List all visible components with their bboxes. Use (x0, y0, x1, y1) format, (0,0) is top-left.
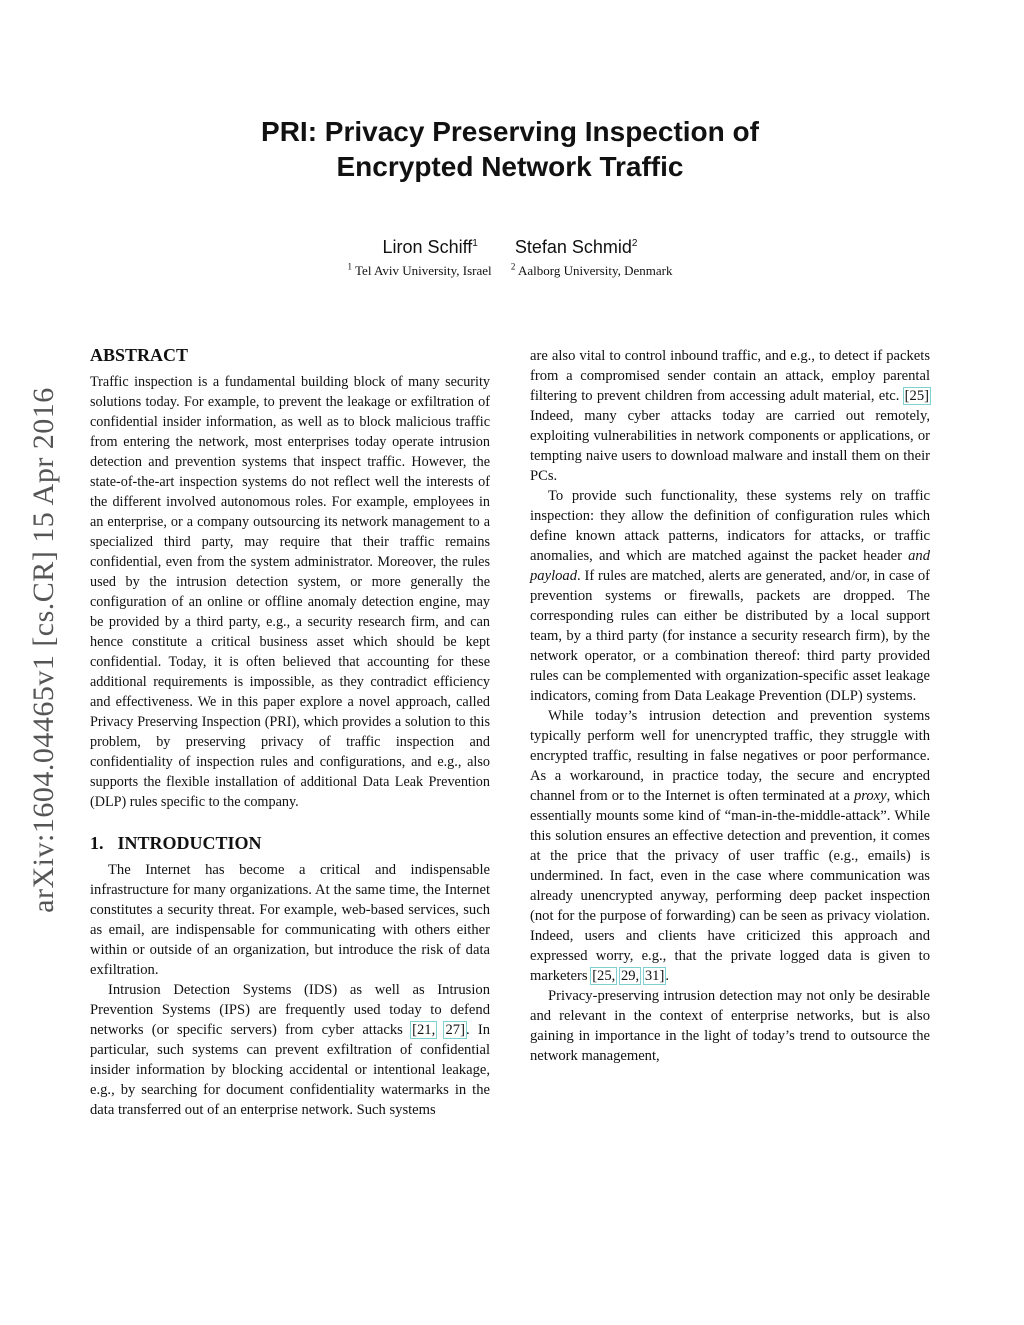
intro-paragraph-3 (530, 346, 930, 486)
intro-paragraph-6: Privacy-preserving intrusion detection may not only be desirable and relevant in the context of enterprise networks, but is also gaining in importance in the light of today’s trend to outsource the network management, (530, 988, 930, 1064)
citation-25b[interactable]: [25, (592, 968, 616, 984)
affiliation-1-text: Tel Aviv University, Israel (355, 263, 492, 279)
intro-paragraph-4-text-a: To provide such functionality, these systems rely on traffic inspection: they allow the definition of configuration rules which define known attack patterns, indicators for attacks, or traffic anomalies, and which are matched against the packet header (530, 488, 930, 564)
intro-paragraph-2 (90, 980, 490, 1120)
intro-paragraph-4-text-b: . If rules are matched, alerts are generated, and/or, in case of prevention systems or firewalls, packets are dropped. The corresponding rules can either be distributed by a local support team, by a third party (for instance a security research firm), by the network operator, or a combination thereof: third party provided rules can be complemented with organization-specific asset leakage indicators, coming from Data Leakage Prevention (DLP) systems. (530, 568, 930, 704)
intro-paragraph-4 (530, 486, 930, 706)
abstract-heading: ABSTRACT (90, 345, 189, 365)
abstract-text: Traffic inspection is a fundamental building block of many security solutions today. For example, to prevent the leakage or exfiltration of confidential insider information, as well as to block malicious traffic from entering the network, most enterprises today operate intrusion detection and prevention systems that inspect traffic. However, the state-of-the-art inspection systems do not reflect well the interests of the different involved autonomous roles. For example, employees in an enterprise, or a company outsourcing its network management to a specialized third party, may require that their traffic remains confidential, even from the system administrator. Moreover, the rules used by the intrusion detection system, or more generally the configuration of an online or offline anomaly detection engine, may be provided by a third party, e.g., a security research firm, and can hence constitute a critical business asset which should be kept confidential. Today, it is often believed that accounting for these additional requirements is impossible, as they contradict efficiency and effectiveness. We in this paper explore a novel approach, called Privacy Preserving Inspection (PRI), which provides a solution to this problem, by preserving privacy of traffic inspection and confidentiality of inspection rules and configurations, and e.g., also supports the flexible installation of additional Data Leak Prevention (DLP) rules specific to the company. (90, 374, 490, 810)
intro-paragraph-2-text-a: Intrusion Detection Systems (IDS) as well as Intrusion Prevention Systems (IPS) are frequently used today to defend networks (or specific servers) from cyber attacks (90, 982, 490, 1038)
arxiv-identifier: arXiv:1604.04465v1 [cs.CR] 15 Apr 2016 (27, 387, 60, 913)
intro-paragraph-1: The Internet has become a critical and indispensable infrastructure for many organizations. At the same time, the Internet constitutes a security threat. For example, web-based services, such as email, are indispensable for communicating with others either within or outside of an organization, but introduce the risk of data exfiltration. (90, 862, 490, 978)
intro-paragraph-2-text-b: . In particular, such systems can prevent exfiltration of confidential insider information by blocking accidental or intentional leakage, e.g., by searching for document confidentiality watermarks in the data transferred out of an enterprise network. Such systems (90, 1022, 490, 1118)
intro-paragraph-3-text-a: are also vital to control inbound traffic, and e.g., to detect if packets from a compromised sender contain an attack, employ parental filtering to prevent children from accessing adult material, etc. (530, 348, 930, 404)
title-line-2: Encrypted Network Traffic (336, 151, 684, 182)
emphasis-and-payload: and payload (530, 548, 930, 584)
affiliation-1 (348, 263, 492, 278)
section-title: INTRODUCTION (117, 833, 262, 853)
section-number: 1. (90, 833, 104, 853)
citation-27[interactable]: 27] (445, 1022, 465, 1038)
affiliation-2-mark: 2 (510, 262, 516, 272)
author-1-name: Liron Schiff (382, 237, 473, 257)
arxiv-sidebar (14, 360, 74, 940)
affiliation-2-text: Aalborg University, Denmark (517, 263, 673, 279)
citation-21[interactable]: [21, (412, 1022, 436, 1038)
author-1-mark: 1 (472, 238, 478, 249)
affiliation-2 (511, 263, 673, 278)
intro-paragraph-5 (530, 706, 930, 986)
author-1 (383, 237, 478, 257)
affiliation-1-mark: 1 (347, 262, 352, 272)
citation-31[interactable]: 31] (644, 968, 665, 984)
abstract-section (90, 344, 490, 812)
citation-25[interactable]: [25] (904, 388, 929, 404)
author-2-mark: 2 (631, 238, 638, 249)
title-line-1: PRI: Privacy Preserving Inspection of (261, 116, 759, 147)
affiliation-list (200, 258, 820, 280)
intro-paragraph-3-text-b: Indeed, many cyber attacks today are carried out remotely, exploiting vulnerabilities in network components or applications, or tempting naive users to download malware and install them on their PCs. (530, 408, 930, 484)
right-column (530, 346, 930, 1066)
intro-paragraph-5-text-a: While today’s intrusion detection and prevention systems typically perform well for unencrypted traffic, they struggle with encrypted traffic, resulting in false negatives or poor performance. As a workaround, in practice today, the secure and encrypted channel from or to the Internet is often terminated at a (530, 708, 930, 804)
intro-paragraph-5-text-b: , which essentially mounts some kind of “man-in-the-middle-attack”. While this solution ensures an effective detection and prevention, it comes at the price that the privacy of user traffic (e.g., emails) is undermined. In fact, even in the case where communication was already unencrypted anyway, performing deep packet inspection (not for the purpose of forwarding) can be seen as privacy violation. Indeed, users and clients have criticized this approach and expressed worry, e.g., that the private logged data is given to marketers (530, 788, 930, 984)
introduction-heading (90, 832, 490, 854)
author-2-name: Stefan Schmid (514, 237, 632, 257)
left-column (90, 344, 490, 1120)
author-list (200, 232, 820, 259)
paper-title (150, 114, 870, 184)
emphasis-proxy: proxy (853, 788, 887, 804)
intro-paragraph-5-end: . (665, 968, 669, 984)
citation-29[interactable]: 29, (620, 968, 640, 984)
author-2 (515, 237, 638, 257)
